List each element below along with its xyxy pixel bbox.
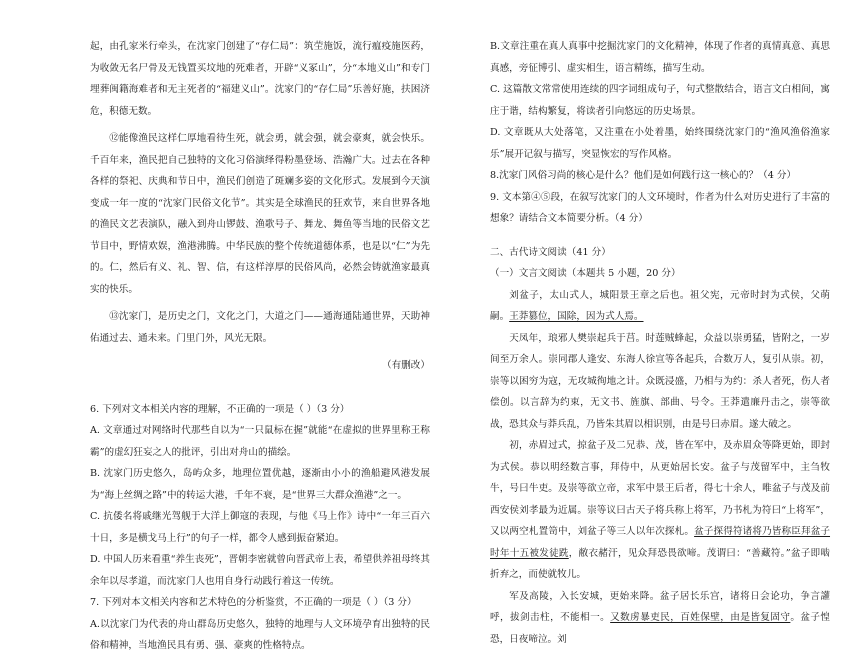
text-paragraph: ⑬沈家门，是历史之门，文化之门，大道之门——通海通陆通世界，天助神佑通过去、通未来。门里门外，风光无限。 xyxy=(90,311,430,344)
question-6-option-d: D. 中国人历来看重“养生丧死”，晋朝李密就曾向晋武帝上表，希望供养祖母终其余年以尽孝道，而沈家门人也用自身行动践行着这一传统。 xyxy=(90,554,430,587)
classical-paragraph-4 xyxy=(490,586,830,651)
question-7-option-c: C. 这篇散文常常使用连续的四字词组成句子，句式整散结合，语言文白相间，寓庄于谐，结构繁复，将读者引向悠远的历史场景。 xyxy=(490,84,830,117)
classical-text: ，敝衣赭汗，见众拜恐畏欲啼。茂谓曰：“善藏符。”盆子即啮折弃之，而使就牧儿。 xyxy=(490,547,830,580)
text-paragraph: 起，由孔家米行牵头，在沈家门创建了“存仁局”：筑茔施饭，流行瘟疫施医药，为收敛无名尸骨及无钱置买坟地的死难者，开辟“义冢山”，分“本地义山”和专门埋葬闽籍海难者和无主死者的“福建义山”。沈家门的“存仁局”乐善好施，扶困济危，积德无数。 xyxy=(90,41,430,117)
underlined-sentence: 王莽篡位，国除，因为式人焉。 xyxy=(509,311,644,322)
source-note: （有删改） xyxy=(382,360,430,371)
question-6-option-a: A. 文章通过对网络时代那些自以为“一只鼠标在握”就能“在虚拟的世界里称王称霸”的虚幻狂妄之人的批评，引出对舟山的描绘。 xyxy=(90,425,430,458)
question-6-option-c: C. 抗倭名将戚继光驾舰于大洋上御寇的表现，与他《马上作》诗中“一年三百六十日，多是横戈马上行”的句子一样，都令人感到振奋紧迫。 xyxy=(90,511,430,544)
classical-paragraph-2: 天凤年，琅邪人樊崇起兵于莒。时莲贼蜂起，众益以崇勇猛，皆附之，一岁间至万余人。崇同郡人逢安、东海人徐宣等各起兵，合数万人，复引从崇。初，崇等以困穷为寇，无攻城徇地之计。众既浸盛，乃相与为约：杀人者死，伤人者偿创。以言辞为约束，无文书、旌旗、部曲、号令。王莽遣廉丹击之，崇等欲战，恐其众与莽兵乱，乃皆朱其眉以相识别，由是号曰赤眉。遂大破之。 xyxy=(490,332,830,430)
classical-paragraph-3 xyxy=(490,435,830,586)
question-6-option-b: B. 沈家门历史悠久，岛屿众多，地理位置优越，逐渐由小小的渔船避风港发展为“海上丝绸之路”中的转运大港，千年不衰，是“世界三大群众渔港”之一。 xyxy=(90,468,430,501)
question-7-stem: 7. 下列对本文相关内容和艺术特色的分析鉴赏，不正确的一项是（ ）（3 分） xyxy=(90,597,417,608)
classical-text: 刘盆子，太山式人，城阳景王章之后也。祖父宪，元帝时封为式侯，父萌嗣。 xyxy=(490,289,830,322)
question-7-option-d: D. 文章既从大处落笔，又注重在小处着墨，始终围绕沈家门的“渔风渔俗渔家乐”展开记叙与描写，突显恢宏的写作风格。 xyxy=(490,127,830,160)
question-7-option-a: A.以沈家门为代表的舟山群岛历史悠久，独特的地理与人文环境孕育出独特的民俗和精神，当地渔民具有勇、强、豪爽的性格特点。 xyxy=(90,618,430,651)
classical-text: 。盆子惶恐，日夜啼泣。刘 xyxy=(490,612,831,645)
subsection-title: （一）文言文阅读（本题共 5 小题，20 分） xyxy=(490,268,681,279)
section-title: 二、古代诗文阅读（41 分） xyxy=(490,246,611,258)
left-column xyxy=(90,36,430,657)
right-column xyxy=(490,36,830,650)
underlined-sentence: 盆子探得符诸将乃皆称臣拜盆子时年十五被发徒跣 xyxy=(490,526,831,559)
question-9: 9. 文本第④⑤段，在叙写沈家门的人文环境时，作者为什么对历史进行了丰富的想象？请结合文本简要分析。（4 分） xyxy=(490,191,830,224)
underlined-sentence: 又数虏暴吏民，百姓保壁，由是皆复固守 xyxy=(610,612,791,623)
classical-text: 初，赤眉过式，掠盆子及二兄恭、茂，皆在军中，及赤眉众等降更始，即封为式侯。恭以明经数言事，拜侍中，从更始居长安。盆子与茂留军中，主刍牧牛，号曰牛吏。及崇等欲立帝，求军中景王后者，得七十余人，唯盆子与茂及前西安侯刘孝最为近属。崇等议曰古天子将兵称上将军，乃书札为符曰“上将军”，又以两空札置笥中，刘盆子等三人以年次探札。 xyxy=(490,440,830,537)
text-paragraph: ⑫能像渔民这样仁厚地看待生死，就会勇，就会强，就会豪爽，就会快乐。千百年来，渔民把自己独特的文化习俗演绎得粉墨登场、浩瀚广大。过去在各种各样的祭祀、庆典和节日中，渔民们创造了斑斓多姿的文化形式。发展到今天演变成一年一度的“沈家门民俗文化节”。其实是全球渔民的狂欢节，来自世界各地的渔民文艺表演队，融入到舟山锣鼓、渔歌号子、舞龙、舞鱼等当地的民俗文艺节目中，野情欢娱，渔港沸腾。中华民族的整个传统道德体系，也是以“仁”为先的。仁，然后有义、礼、智、信，有这样淳厚的民俗风尚，必然会铸就渔家最真实的快乐。 xyxy=(90,133,430,295)
question-6-stem: 6. 下列对文本相关内容的理解，不正确的一项是（ ）（3 分） xyxy=(90,403,350,415)
question-8: 8.沈家门风俗习尚的核心是什么？他们是如何践行这一核心的？（4 分） xyxy=(490,170,797,181)
classical-text: 军及高陵，入长安城，更始来降。盆子居长乐宫，诸将日会论功，争言讙呼，拔剑击柱，不能相一。 xyxy=(490,590,830,623)
classical-paragraph-1 xyxy=(490,285,830,328)
question-7-option-b: B.文章注重在真人真事中挖掘沈家门的文化精神，体现了作者的真情真意、真思真感，旁征博引、虚实相生，语言精练，描写生动。 xyxy=(490,41,830,74)
